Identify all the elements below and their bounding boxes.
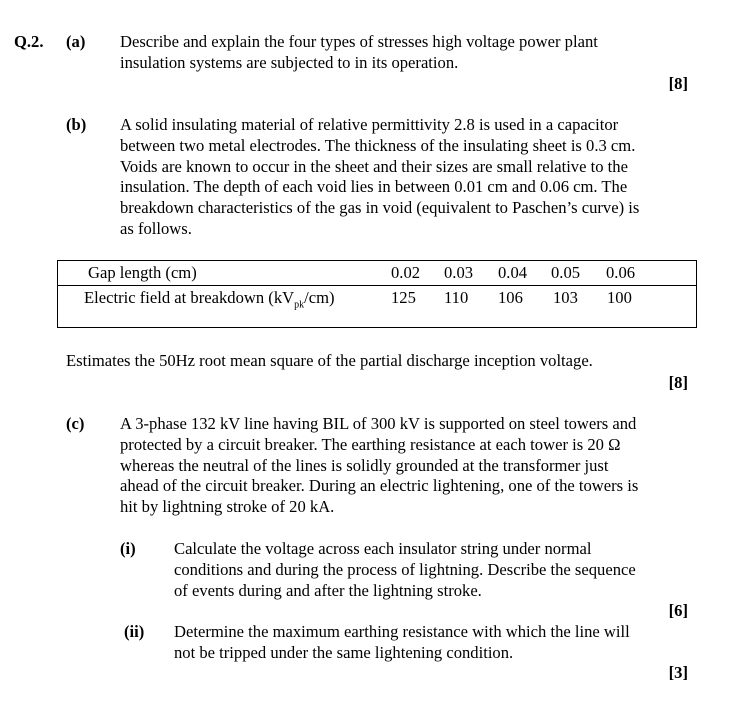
sub-i-line-2: conditions and during the process of lightning. Describe the sequence: [174, 559, 636, 579]
part-b-line-3: Voids are known to occur in the sheet and their sizes are small relative to the: [120, 156, 628, 176]
part-c-line-2: protected by a circuit breaker. The earthing resistance at each tower is 20 Ω: [120, 434, 621, 454]
sub-i-line-1: Calculate the voltage across each insulator string under normal: [174, 539, 592, 558]
sub-ii-line-2: not be tripped under the same lightening condition.: [174, 642, 514, 662]
field-value-1: 125: [391, 288, 416, 307]
sub-ii-marks: [3]: [668, 663, 688, 682]
part-c-line-5: hit by lightning stroke of 20 kA.: [120, 497, 335, 517]
table-row-gap-label: Gap length (cm): [88, 263, 197, 282]
question-number: Q.2.: [14, 32, 44, 51]
part-a-text: [120, 32, 598, 74]
part-a-line-2: insulation systems are subjected to in its operation.: [120, 52, 459, 72]
part-b-text: [120, 115, 690, 240]
part-b-line-2: between two metal electrodes. The thickness of the insulating sheet is 0.3 cm.: [120, 135, 636, 155]
field-value-5: 100: [607, 288, 632, 307]
sub-ii-label: (ii): [124, 622, 145, 641]
part-b-line-5: breakdown characteristics of the gas in void (equivalent to Paschen’s curve) is: [120, 198, 640, 218]
field-value-4: 103: [553, 288, 578, 307]
field-label-suffix: /cm): [304, 288, 335, 307]
gap-value-3: 0.04: [498, 263, 528, 282]
sub-i-marks: [6]: [668, 601, 688, 620]
gap-value-5: 0.06: [606, 263, 636, 282]
sub-i-text: [174, 539, 690, 601]
part-c-line-3: whereas the neutral of the lines is solidly grounded at the transformer just: [120, 455, 609, 475]
part-b-question: Estimates the 50Hz root mean square of the partial discharge inception voltage.: [66, 351, 593, 370]
gap-value-1: 0.02: [391, 263, 421, 282]
part-b-marks: [8]: [668, 373, 688, 392]
part-c-text: [120, 414, 690, 518]
sub-ii-line-1: Determine the maximum earthing resistance with which the line will: [174, 622, 630, 641]
part-c-label: (c): [66, 414, 85, 433]
sub-i-label: (i): [120, 539, 136, 558]
breakdown-table: [57, 260, 697, 328]
gap-value-4: 0.05: [551, 263, 581, 282]
part-c-line-4: ahead of the circuit breaker. During an electric lightening, one of the towers is: [120, 476, 639, 496]
part-c-line-1: A 3-phase 132 kV line having BIL of 300 kV is supported on steel towers and: [120, 414, 637, 433]
table-row-divider: [58, 285, 696, 286]
part-a-label: (a): [66, 32, 86, 51]
part-b-label: (b): [66, 115, 87, 134]
part-b-line-1: A solid insulating material of relative permittivity 2.8 is used in a capacitor: [120, 115, 619, 134]
field-label-prefix: Electric field at breakdown (kV: [84, 288, 295, 307]
sub-ii-text: [174, 622, 690, 664]
field-value-2: 110: [444, 288, 469, 307]
part-b-line-4: insulation. The depth of each void lies in between 0.01 cm and 0.06 cm. The: [120, 177, 628, 197]
table-row-field-label: [84, 288, 335, 310]
field-label-sub: pk: [294, 299, 305, 311]
part-a-line-1: Describe and explain the four types of stresses high voltage power plant: [120, 32, 598, 51]
gap-value-2: 0.03: [444, 263, 474, 282]
field-value-3: 106: [498, 288, 523, 307]
part-a-marks: [8]: [668, 74, 688, 93]
part-b-line-6: as follows.: [120, 218, 192, 238]
sub-i-line-3: of events during and after the lightning stroke.: [174, 580, 482, 600]
